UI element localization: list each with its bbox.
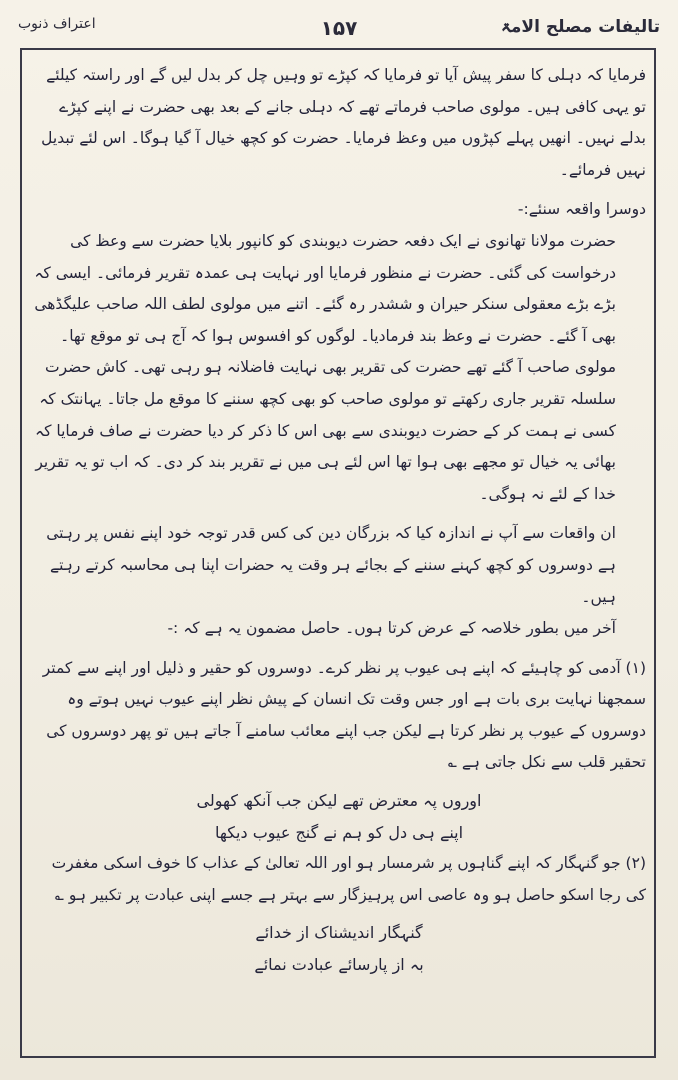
paragraph-3: ان واقعات سے آپ نے اندازہ کیا کہ بزرگان دین کی کس قدر توجہ خود اپنے نفس پر رہتی ہے دوسروں کو کچھ کہنے سننے کے بجائے ہر وقت یہ حضرات اپنا ہی محاسبہ کرتے رہتے ہیں۔ — [46, 524, 616, 606]
verse-1-line-2: اپنے ہی دل کو ہم نے گنج عیوب دیکھا — [214, 822, 464, 842]
book-title: تالیفات مصلح الامۃ — [500, 17, 660, 37]
paragraph-4: آخر میں بطور خلاصہ کے عرض کرتا ہوں۔ حاصل مضمون یہ ہے کہ :- — [167, 619, 616, 638]
verse-2 — [32, 917, 646, 980]
page-header — [18, 10, 660, 50]
point-2: (۲) جو گنہگار کہ اپنے گناہوں پر شرمسار ہو اور اللہ تعالیٰ کے عذاب کا خوف اسکی مغفرت کی رجا اسکو حاصل ہو وہ عاصی اس پرہیزگار سے بہتر ہے جسے اپنی عبادت پر تکبیر ہو ؎ — [51, 854, 646, 904]
verse-1-line-1: اوروں پہ معترض تھے لیکن جب آنکھ کھولی — [196, 791, 482, 811]
section-title: اعتراف ذنوب — [18, 16, 96, 32]
verse-2-line-1: گنہگار اندیشناک از خدائے — [255, 923, 423, 943]
point-1: (۱) آدمی کو چاہیئے کہ اپنے ہی عیوب پر نظر کرے۔ دوسروں کو حقیر و ذلیل اور اپنے سے کمتر سمجھنا نہایت بری بات ہے اور جس وقت تک انسان کے پیش نظر اپنے عیوب نہیں ہوتے وہ دوسروں کے عیوب پر نظر کرتا ہے لیکن جب اپنے معائب سامنے آ جاتے ہیں تو پھر دوسروں کی تحقیر قلب سے نکل جاتی ہے ؎ — [42, 658, 646, 772]
page-body — [32, 60, 646, 981]
paragraph-1: فرمایا کہ دہلی کا سفر پیش آیا تو فرمایا کہ کپڑے تو وہیں چل کر بدل لیں گے اور راستہ کیلئے تو یہی کافی ہیں۔ مولوی صاحب فرماتے تھے کہ دہلی جانے کے بعد بھی حضرت نے اپنے کپڑے بدلے نہیں۔ انھیں پہلے کپڑوں میں وعظ فرمایا۔ حضرت کو کچھ خیال آ گیا ہوگا۔ اس لئے تبدیل نہیں فرمائے۔ — [41, 66, 646, 179]
verse-2-line-2: بہ از پارسائے عبادت نمائے — [254, 955, 424, 975]
page-number: ۱۵۷ — [320, 16, 358, 40]
paragraph-2: حضرت مولانا تھانوی نے ایک دفعہ حضرت دیوبندی کو کانپور بلایا حضرت سے وعظ کی درخواست کی گئی۔ حضرت نے منظور فرمایا اور نہایت ہی عمدہ تقریر فرمائی۔ ایسی کہ بڑے بڑے معقولی سنکر حیران و ششدر رہ گئے۔ اتنے میں مولوی لطف اللہ صاحب علیگڈھی بھی آ گئے۔ حضرت نے وعظ بند فرمادیا۔ لوگوں کو افسوس ہوا کہ آج ہی تو موقع تھا۔ مولوی صاحب آ گئے تھے حضرت کی تقریر بھی نہایت فاضلانہ ہو رہی تھی۔ کاش حضرت سلسلہ تقریر جاری رکھتے تو مولوی صاحب کو بھی کچھ سننے کا موقع مل جاتا۔ یہانتک کہ کسی نے ہمت کر کے حضرت دیوبندی سے بھی اس کا ذکر کر دیا حضرت نے صاف فرمایا کہ بھائی یہ خیال تو مجھے بھی ہوا تھا اس لئے ہی میں نے تقریر بند کر دی۔ کہ اب تو یہ تقریر خدا کے لئے نہ ہوگی۔ — [34, 231, 616, 503]
section-heading: دوسرا واقعہ سنئے:- — [517, 200, 646, 219]
verse-1 — [32, 785, 646, 848]
